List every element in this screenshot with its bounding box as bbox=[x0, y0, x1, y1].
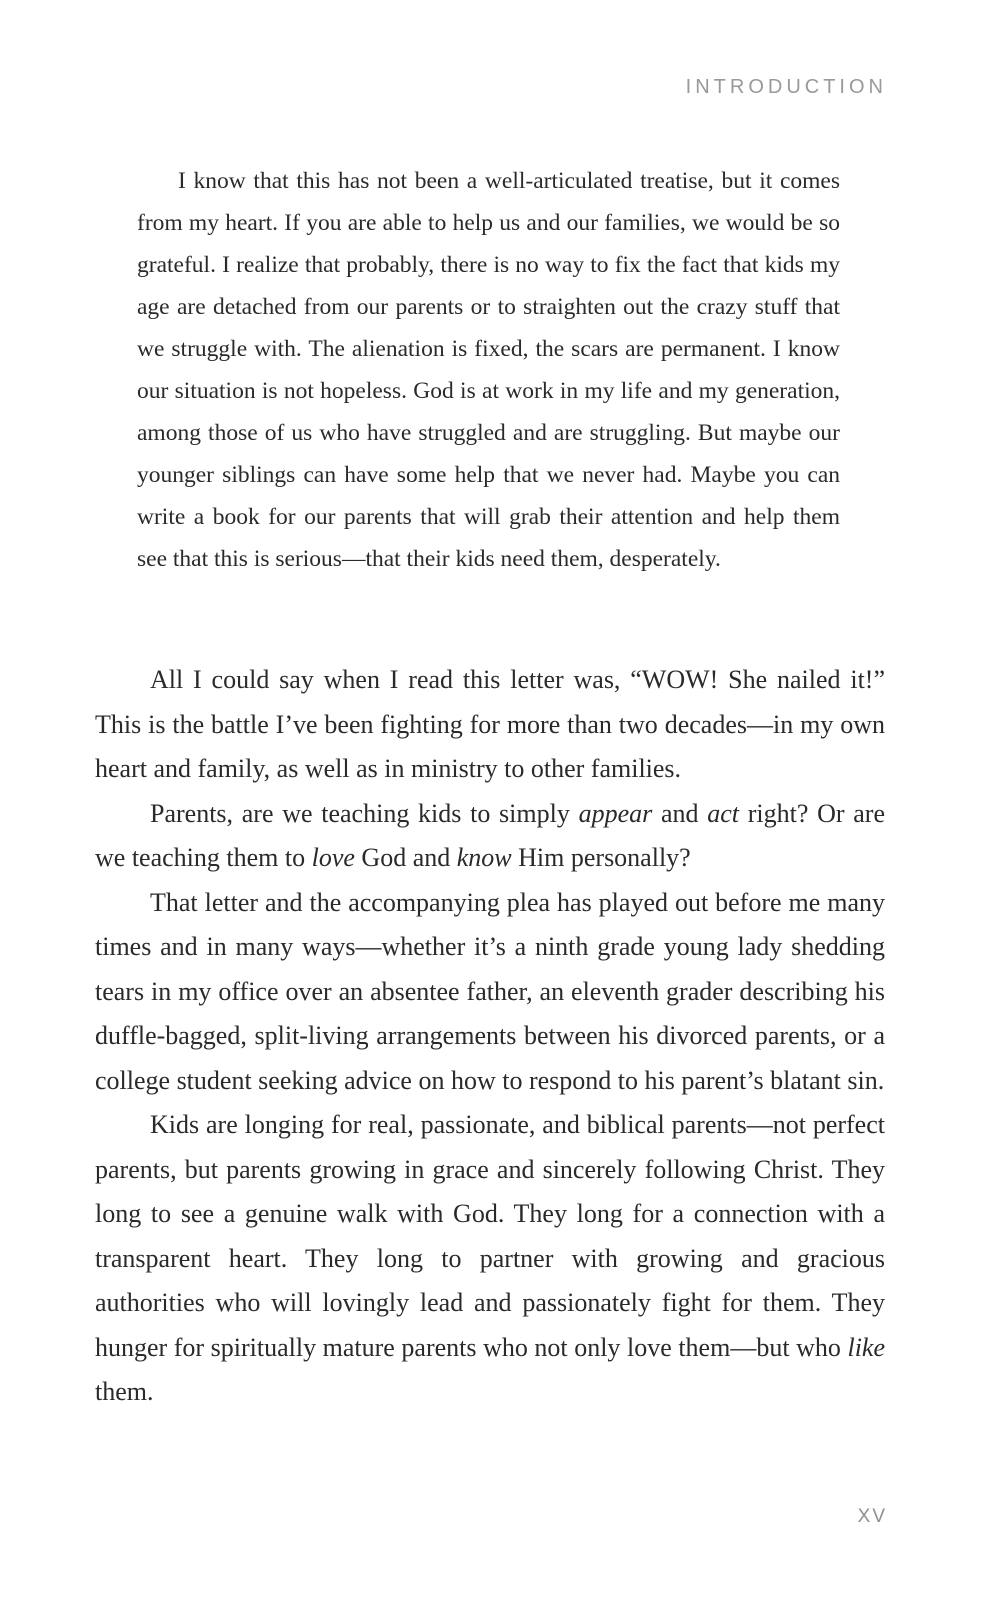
paragraph: Kids are longing for real, passionate, and biblical parents—not perfect parents, but parents growing in grace and sincerely following Christ. They long to see a genuine walk with God. They long for a connection with a transparent heart. They long to partner with growing and gracious authorities who will lovingly lead and passionately fight for them. They hunger for spiritually mature parents who not only love them—but who like them. bbox=[95, 1110, 885, 1406]
paragraph: That letter and the accompanying plea has played out before me many times and in many ways—whether it’s a ninth grade young lady shedding tears in my office over an absentee father, an eleventh grader describing his duffle-bagged, split-living arrangements between his divorced parents, or a college student seeking advice on how to respond to his parent’s blatant sin. bbox=[95, 887, 885, 1095]
body-text bbox=[95, 658, 885, 1415]
running-header: INTRODUCTION bbox=[685, 76, 887, 98]
paragraph: All I could say when I read this letter was, “WOW! She nailed it!” This is the battle I’ve been fighting for more than two decades—in my own heart and family, as well as in ministry to other families. bbox=[95, 665, 885, 783]
page-number: XV bbox=[857, 1506, 887, 1527]
paragraph: Parents, are we teaching kids to simply appear and act right? Or are we teaching them to love God and know Him personally? bbox=[95, 798, 885, 872]
block-quote: I know that this has not been a well-articulated treatise, but it comes from my heart. If you are able to help us and our families, we would be so grateful. I realize that probably, there is no way to fix the fact that kids my age are detached from our parents or to straighten out the crazy stuff that we struggle with. The alienation is fixed, the scars are permanent. I know our situation is not hopeless. God is at work in my life and my generation, among those of us who have struggled and are struggling. But maybe our younger siblings can have some help that we never had. Maybe you can write a book for our parents that will grab their attention and help them see that this is serious—that their kids need them, desperately. bbox=[137, 168, 840, 572]
